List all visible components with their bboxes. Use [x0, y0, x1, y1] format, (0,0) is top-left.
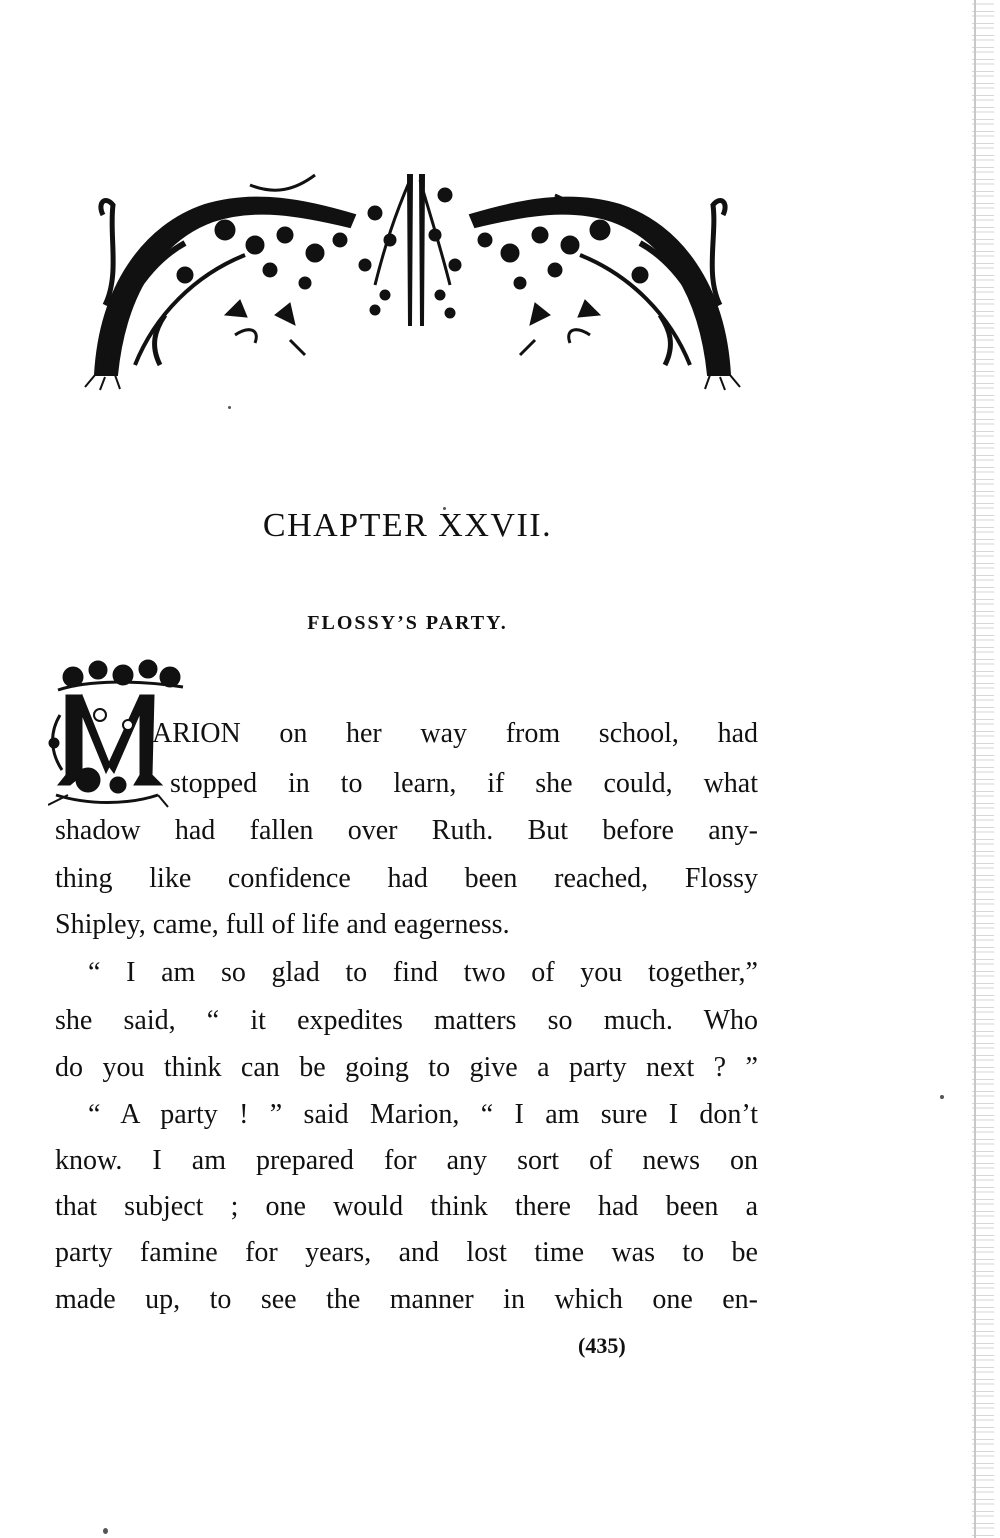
ink-speck	[103, 1528, 108, 1534]
body-line-2: stopped in to learn, if she could, what	[170, 768, 758, 799]
body-line-8: do you think can be going to give a party next ? ”	[55, 1052, 758, 1083]
page-binding-line	[974, 0, 976, 1538]
body-line-7: she said, “ it expedites matters so much. Who	[55, 1005, 758, 1036]
ink-speck	[228, 406, 231, 409]
chapter-subtitle: FLOSSY’S PARTY.	[307, 612, 508, 634]
ink-speck	[940, 1095, 944, 1099]
body-line-6: “ I am so glad to find two of you together,”	[88, 957, 758, 988]
body-line-4: thing like confidence had been reached, Flossy	[55, 863, 758, 894]
body-line-12: party famine for years, and lost time was to be	[55, 1237, 758, 1268]
floral-headpiece-ornament	[75, 165, 750, 395]
body-line-11: that subject ; one would think there had been a	[55, 1191, 758, 1222]
chapter-title: CHAPTER XXVII.	[262, 507, 553, 544]
page-number: (435)	[578, 1333, 626, 1358]
body-line-9: “ A party ! ” said Marion, “ I am sure I don’t	[88, 1099, 758, 1130]
body-line-5: Shipley, came, full of life and eagerness.	[55, 909, 510, 940]
body-line-1: ARION on her way from school, had	[152, 718, 758, 749]
body-line-13: made up, to see the manner in which one en-	[55, 1284, 758, 1315]
body-line-10: know. I am prepared for any sort of news on	[55, 1145, 758, 1176]
body-line-3: shadow had fallen over Ruth. But before any-	[55, 815, 758, 846]
